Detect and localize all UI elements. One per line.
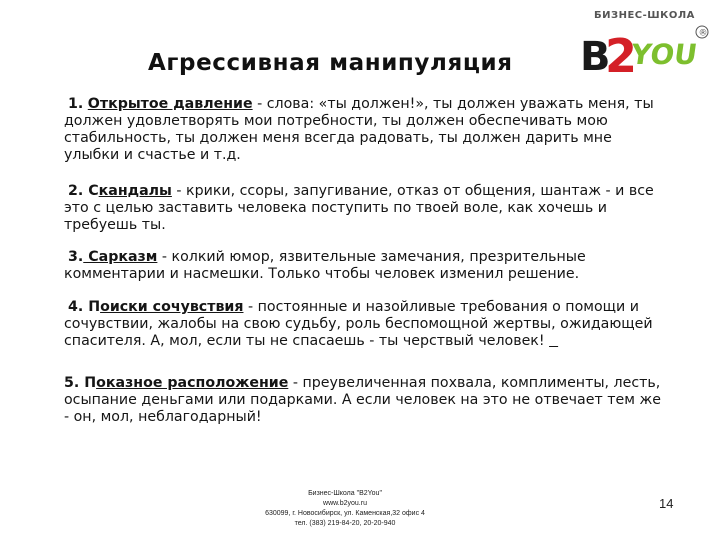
footer-phone: тел. (383) 219-84-20, 20-20-940 [294, 520, 396, 527]
item-number: 4. П [68, 299, 101, 315]
footer-address: 630099, г. Новосибирск, ул. Каменская,32 офис 4 [265, 510, 425, 517]
item-number: 1. [68, 96, 84, 112]
item-number: 3. [68, 249, 84, 265]
logo-caption: БИЗНЕС-ШКОЛА [594, 10, 695, 21]
b2you-logo [576, 10, 712, 80]
item-sarcasm [64, 249, 664, 283]
item-term: оиски сочувствия [100, 299, 244, 315]
item-seeking-sympathy [64, 299, 664, 350]
item-scandals [64, 183, 664, 234]
item-showy-affection [64, 375, 664, 426]
logo-mark [576, 20, 712, 80]
item-number: 5. П [64, 375, 97, 391]
item-number: 2. С [68, 183, 99, 199]
slide-title: Агрессивная манипуляция [148, 50, 513, 76]
svg-text:YOU: YOU [628, 38, 700, 71]
svg-text:B: B [580, 34, 611, 80]
item-open-pressure [64, 96, 664, 164]
item-term: Сарказм [83, 249, 158, 265]
footer-website: www.b2you.ru [323, 500, 367, 507]
svg-text:2: 2 [605, 29, 638, 80]
item-text: - колкий юмор, язвительные замечания, презрительные комментарии и насмешки. Только чтобы человек изменил решение. [64, 249, 586, 282]
item-text: - постоянные и назойливые требования о помощи и сочувствии, жалобы на свою судьбу, роль беспомощной жертвы, ожидающей спасителя. А, мол, если ты не спасаешь - ты черствый человек! [64, 299, 653, 349]
footer-line: Бизнес-Школа "B2You" [308, 490, 382, 497]
registered-mark: ® [698, 28, 708, 39]
item-text: - крики, ссоры, запугивание, отказ от общения, шантаж - и все это с целью заставить человека поступить по твоей воле, как хочешь и требуешь ты. [64, 183, 654, 233]
page-number: 14 [659, 496, 674, 511]
item-text: - слова: «ты должен!», ты должен уважать меня, ты должен удовлетворять мои потребности, ты должен обеспечивать мою стабильность, ты должен меня всегда радовать, ты должен дарить мне улыбки и счастье и т.д. [64, 96, 654, 163]
item-term: кандалы [98, 183, 172, 199]
footer-contacts [210, 489, 480, 529]
item-term: Открытое давление [87, 96, 253, 112]
item-term: оказное расположение [96, 375, 289, 391]
item-text: - преувеличенная похвала, комплименты, лесть, осыпание деньгами или подарками. А если человек на это не отвечает тем же - он, мол, неблагодарный! [64, 375, 661, 425]
